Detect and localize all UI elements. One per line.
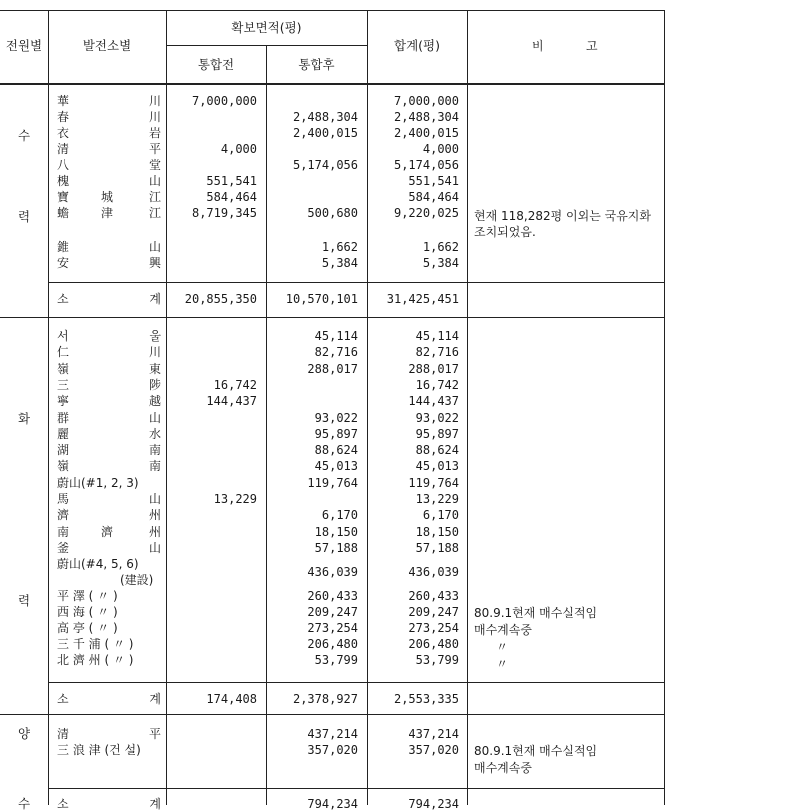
hydro-row-6-name: [57, 189, 161, 205]
hydro-row-7-name: [57, 205, 161, 221]
thermal-row-11-after: 6,170: [321, 508, 358, 523]
hydro-row-9-name-part: 安: [57, 256, 70, 270]
thermal-row-7-name-part: 南: [148, 443, 161, 458]
header-after: 통합후: [298, 57, 335, 72]
thermal-row-5-total: 93,022: [415, 410, 459, 425]
hydro-row-9-name: [57, 255, 161, 271]
thermal-row-3-name-part: 陟: [148, 377, 161, 392]
thermal-row-4-name-part: 寧: [57, 394, 70, 409]
thermal-row-5-after: 93,022: [314, 410, 358, 425]
pumped-row-1-name: [57, 742, 161, 758]
thermal-row-14-after: 436,039: [307, 565, 358, 579]
hydro-row-4-name-part: 堂: [148, 158, 161, 172]
hydro-row-5-name: [57, 173, 161, 189]
thermal-row-6-total: 95,897: [415, 426, 459, 441]
header-before: 통합전: [197, 57, 235, 72]
hydro-row-0-before: 7,000,000: [191, 94, 257, 108]
hydro-row-2-name-part: 岩: [148, 126, 161, 140]
pumped-row-0-name: [57, 726, 161, 742]
hydro-row-4-after: 5,174,056: [292, 158, 358, 172]
thermal-row-1-name: [57, 344, 161, 360]
hydro-row-8-total: 1,662: [422, 240, 459, 254]
thermal-row-15-name-part: 平 澤 ( 〃 ): [57, 589, 118, 603]
thermal-subtotal-name-part: 계: [149, 692, 161, 706]
thermal-row-14-name: [57, 556, 161, 572]
thermal-row-17-total: 273,254: [408, 621, 459, 635]
thermal-row-13-name-part: 釜: [57, 540, 70, 555]
thermal-row-16-name-part: 西 海 ( 〃 ): [57, 605, 118, 619]
pumped-row-0-after: 437,214: [307, 727, 358, 741]
thermal-row-11-name-part: 州: [148, 508, 161, 523]
thermal-row-0-name-part: 서: [57, 329, 69, 343]
pumped-row-1-total: 357,020: [408, 743, 459, 757]
thermal-row-18-total: 206,480: [408, 637, 459, 651]
thermal-row-2-total: 288,017: [408, 361, 459, 376]
thermal-row-2-after: 288,017: [307, 361, 358, 376]
thermal-row-11-name-part: 濟: [57, 508, 70, 523]
thermal-row-6-name-part: 水: [148, 426, 161, 441]
thermal-note-4: 〃: [496, 657, 509, 671]
thermal-row-14-name-sub: (建設): [120, 573, 154, 587]
hydro-row-1-name-part: 川: [148, 110, 161, 124]
pumped-row-0-name-part: 清: [57, 727, 70, 741]
hydro-row-5-total: 551,541: [408, 174, 459, 188]
thermal-row-8-total: 45,013: [415, 459, 459, 474]
hydro-row-0-name: [57, 93, 161, 109]
hydro-row-4-name: [57, 157, 161, 173]
hydro-row-3-name-part: 清: [57, 142, 70, 156]
pumped-row-0-name-part: 平: [148, 727, 161, 741]
thermal-row-5-name: [57, 410, 161, 426]
thermal-row-19-name-part: 北 濟 州 ( 〃 ): [57, 653, 134, 667]
header-source: 전원별: [5, 38, 43, 53]
hydro-row-8-after: 1,662: [321, 240, 358, 254]
hydro-row-6-before: 584,464: [206, 190, 257, 204]
thermal-row-0-name-part: 울: [149, 329, 161, 343]
thermal-row-7-after: 88,624: [314, 443, 358, 458]
thermal-row-10-name-part: 馬: [57, 492, 70, 506]
hydro-row-6-name-part: 江: [148, 190, 161, 204]
header-plant: 발전소별: [82, 38, 132, 53]
hydro-subtotal-after: 10,570,101: [285, 292, 358, 306]
hydro-row-9-after: 5,384: [321, 256, 358, 270]
thermal-row-11-total: 6,170: [422, 508, 459, 523]
section-hydro-label-2: 력: [17, 209, 31, 224]
pumped-row-1-after: 357,020: [307, 743, 358, 757]
hydro-row-2-name-part: 衣: [57, 126, 70, 140]
thermal-row-4-name: [57, 393, 161, 409]
thermal-row-15-after: 260,433: [307, 589, 358, 603]
section-pumped-label-1: 양: [17, 726, 31, 741]
thermal-row-13-name-part: 山: [148, 540, 161, 555]
thermal-row-5-name-part: 山: [148, 410, 161, 425]
thermal-row-12-name: [57, 524, 161, 540]
thermal-row-3-before: 16,742: [213, 377, 257, 392]
thermal-row-19-name: [57, 652, 161, 668]
hydro-row-8-name-part: 錐: [57, 240, 70, 254]
hydro-subtotal-before: 20,855,350: [184, 292, 257, 306]
thermal-row-12-after: 18,150: [314, 524, 358, 539]
thermal-row-15-name: [57, 588, 161, 604]
hydro-row-2-total: 2,400,015: [393, 126, 459, 140]
thermal-row-10-total: 13,229: [415, 492, 459, 506]
thermal-row-17-name: [57, 620, 161, 636]
pumped-subtotal-name-part: 계: [149, 797, 161, 811]
section-thermal-label-1: 화: [17, 411, 31, 426]
thermal-row-7-total: 88,624: [415, 443, 459, 458]
hydro-row-1-total: 2,488,304: [393, 110, 459, 124]
pumped-subtotal-name: [57, 796, 161, 812]
pumped-note-1: 80.9.1현재 매수실적임: [474, 744, 598, 758]
thermal-row-13-name: [57, 540, 161, 556]
header-area: 확보면적(평): [231, 20, 302, 35]
thermal-row-4-before: 144,437: [206, 394, 257, 409]
header-total: 합계(평): [394, 38, 440, 53]
hydro-row-9-total: 5,384: [422, 256, 459, 270]
thermal-note-3: 〃: [496, 640, 509, 654]
thermal-row-19-after: 53,799: [314, 653, 358, 667]
thermal-row-19-total: 53,799: [415, 653, 459, 667]
pumped-subtotal-total: 794,234: [408, 797, 459, 811]
thermal-row-6-after: 95,897: [314, 426, 358, 441]
hydro-row-5-name-part: 槐: [57, 174, 70, 188]
hydro-row-6-name-part: 城: [101, 190, 114, 204]
hydro-row-7-name-part: 江: [148, 206, 161, 220]
thermal-row-3-name-part: 三: [57, 377, 70, 392]
pumped-subtotal-after: 794,234: [307, 797, 358, 811]
thermal-row-18-name: [57, 636, 161, 652]
thermal-row-1-name-part: 仁: [57, 345, 70, 360]
header-remarks-2: 고: [586, 39, 598, 53]
thermal-row-10-name-part: 山: [148, 492, 161, 506]
hydro-row-4-name-part: 八: [57, 158, 70, 172]
hydro-row-5-before: 551,541: [206, 174, 257, 188]
thermal-row-1-total: 82,716: [415, 345, 459, 360]
hydro-row-2-name: [57, 125, 161, 141]
hydro-row-8-name: [57, 239, 161, 255]
thermal-subtotal-total: 2,553,335: [393, 692, 459, 706]
thermal-row-12-total: 18,150: [415, 524, 459, 539]
hydro-row-7-after: 500,680: [307, 206, 358, 220]
hydro-row-7-name-part: 蟾: [57, 206, 70, 220]
hydro-row-7-before: 8,719,345: [191, 206, 257, 220]
hydro-subtotal-total: 31,425,451: [386, 292, 459, 306]
thermal-row-8-after: 45,013: [314, 459, 358, 474]
thermal-row-5-name-part: 群: [57, 410, 70, 425]
thermal-note-2: 매수계속중: [474, 623, 532, 637]
hydro-row-3-before: 4,000: [220, 142, 257, 156]
hydro-row-0-total: 7,000,000: [393, 94, 459, 108]
thermal-row-2-name: [57, 361, 161, 377]
hydro-subtotal-name: [57, 291, 161, 307]
hydro-row-4-total: 5,174,056: [393, 158, 459, 172]
thermal-row-18-after: 206,480: [307, 637, 358, 651]
thermal-row-4-name-part: 越: [148, 394, 161, 409]
pumped-note-2: 매수계속중: [474, 761, 532, 775]
thermal-row-15-total: 260,433: [408, 589, 459, 603]
thermal-row-12-name-part: 南: [57, 524, 70, 539]
section-pumped-label-2: 수: [17, 796, 31, 811]
thermal-row-0-name: [57, 328, 161, 344]
pumped-row-0-total: 437,214: [408, 727, 459, 741]
thermal-row-0-total: 45,114: [415, 329, 459, 343]
hydro-row-6-total: 584,464: [408, 190, 459, 204]
hydro-row-7-total: 9,220,025: [393, 206, 459, 220]
thermal-row-12-name-part: 州: [148, 524, 161, 539]
thermal-row-8-name: [57, 458, 161, 474]
header-remarks-1: 비: [532, 39, 544, 53]
thermal-subtotal-after: 2,378,927: [292, 692, 358, 706]
hydro-row-6-name-part: 寶: [57, 190, 70, 204]
thermal-row-18-name-part: 三 千 浦 ( 〃 ): [57, 637, 134, 651]
thermal-row-12-name-part: 濟: [101, 524, 114, 539]
thermal-row-1-after: 82,716: [314, 345, 358, 360]
thermal-row-8-name-part: 南: [148, 459, 161, 474]
pumped-row-1-name-part: 三 浪 津 (건 설): [57, 743, 141, 757]
hydro-row-7-name-part: 津: [101, 206, 114, 220]
hydro-row-3-name: [57, 141, 161, 157]
thermal-row-4-total: 144,437: [408, 394, 459, 409]
thermal-row-16-after: 209,247: [307, 605, 358, 619]
thermal-subtotal-name: [57, 691, 161, 707]
hydro-subtotal-name-part: 계: [149, 292, 161, 306]
thermal-row-2-name-part: 東: [148, 361, 161, 376]
thermal-subtotal-before: 174,408: [206, 692, 257, 706]
thermal-row-6-name-part: 麗: [57, 426, 70, 441]
section-thermal-label-2: 력: [17, 593, 31, 608]
thermal-row-16-total: 209,247: [408, 605, 459, 619]
thermal-row-7-name-part: 湖: [57, 443, 70, 458]
thermal-row-6-name: [57, 426, 161, 442]
thermal-note-1: 80.9.1현재 매수실적임: [474, 606, 598, 620]
hydro-note: 현재 118,282평 이외는 국유지화 조치되었음.: [474, 209, 651, 239]
hydro-row-5-name-part: 山: [148, 174, 161, 188]
thermal-row-3-name: [57, 377, 161, 393]
hydro-row-9-name-part: 興: [148, 256, 161, 270]
hydro-row-1-name-part: 春: [57, 110, 70, 124]
hydro-row-3-total: 4,000: [422, 142, 459, 156]
thermal-row-8-name-part: 嶺: [57, 459, 70, 474]
thermal-row-9-name: [57, 475, 161, 491]
hydro-row-0-name-part: 川: [148, 94, 161, 108]
pumped-subtotal-name-part: 소: [57, 797, 69, 811]
thermal-subtotal-name-part: 소: [57, 692, 69, 706]
hydro-row-1-name: [57, 109, 161, 125]
thermal-row-13-after: 57,188: [314, 540, 358, 555]
hydro-subtotal-name-part: 소: [57, 292, 69, 306]
thermal-row-17-after: 273,254: [307, 621, 358, 635]
thermal-row-14-total: 436,039: [408, 565, 459, 579]
thermal-row-9-name-part: 蔚山(#1, 2, 3): [57, 475, 139, 490]
hydro-row-8-name-part: 山: [148, 240, 161, 254]
thermal-row-1-name-part: 川: [148, 345, 161, 360]
thermal-row-10-before: 13,229: [213, 492, 257, 506]
hydro-row-2-after: 2,400,015: [292, 126, 358, 140]
thermal-row-3-total: 16,742: [415, 377, 459, 392]
thermal-row-9-after: 119,764: [307, 475, 358, 490]
thermal-row-11-name: [57, 507, 161, 523]
thermal-row-7-name: [57, 442, 161, 458]
thermal-row-9-total: 119,764: [408, 475, 459, 490]
thermal-row-16-name: [57, 604, 161, 620]
hydro-row-1-after: 2,488,304: [292, 110, 358, 124]
thermal-row-17-name-part: 高 亭 ( 〃 ): [57, 621, 118, 635]
hydro-row-3-name-part: 平: [148, 142, 161, 156]
thermal-row-2-name-part: 嶺: [57, 361, 70, 376]
thermal-row-13-total: 57,188: [415, 540, 459, 555]
thermal-row-10-name: [57, 491, 161, 507]
thermal-row-14-name-part: 蔚山(#4, 5, 6): [57, 557, 139, 571]
hydro-row-0-name-part: 華: [57, 94, 70, 108]
thermal-row-0-after: 45,114: [314, 329, 358, 343]
section-hydro-label-1: 수: [17, 128, 31, 143]
